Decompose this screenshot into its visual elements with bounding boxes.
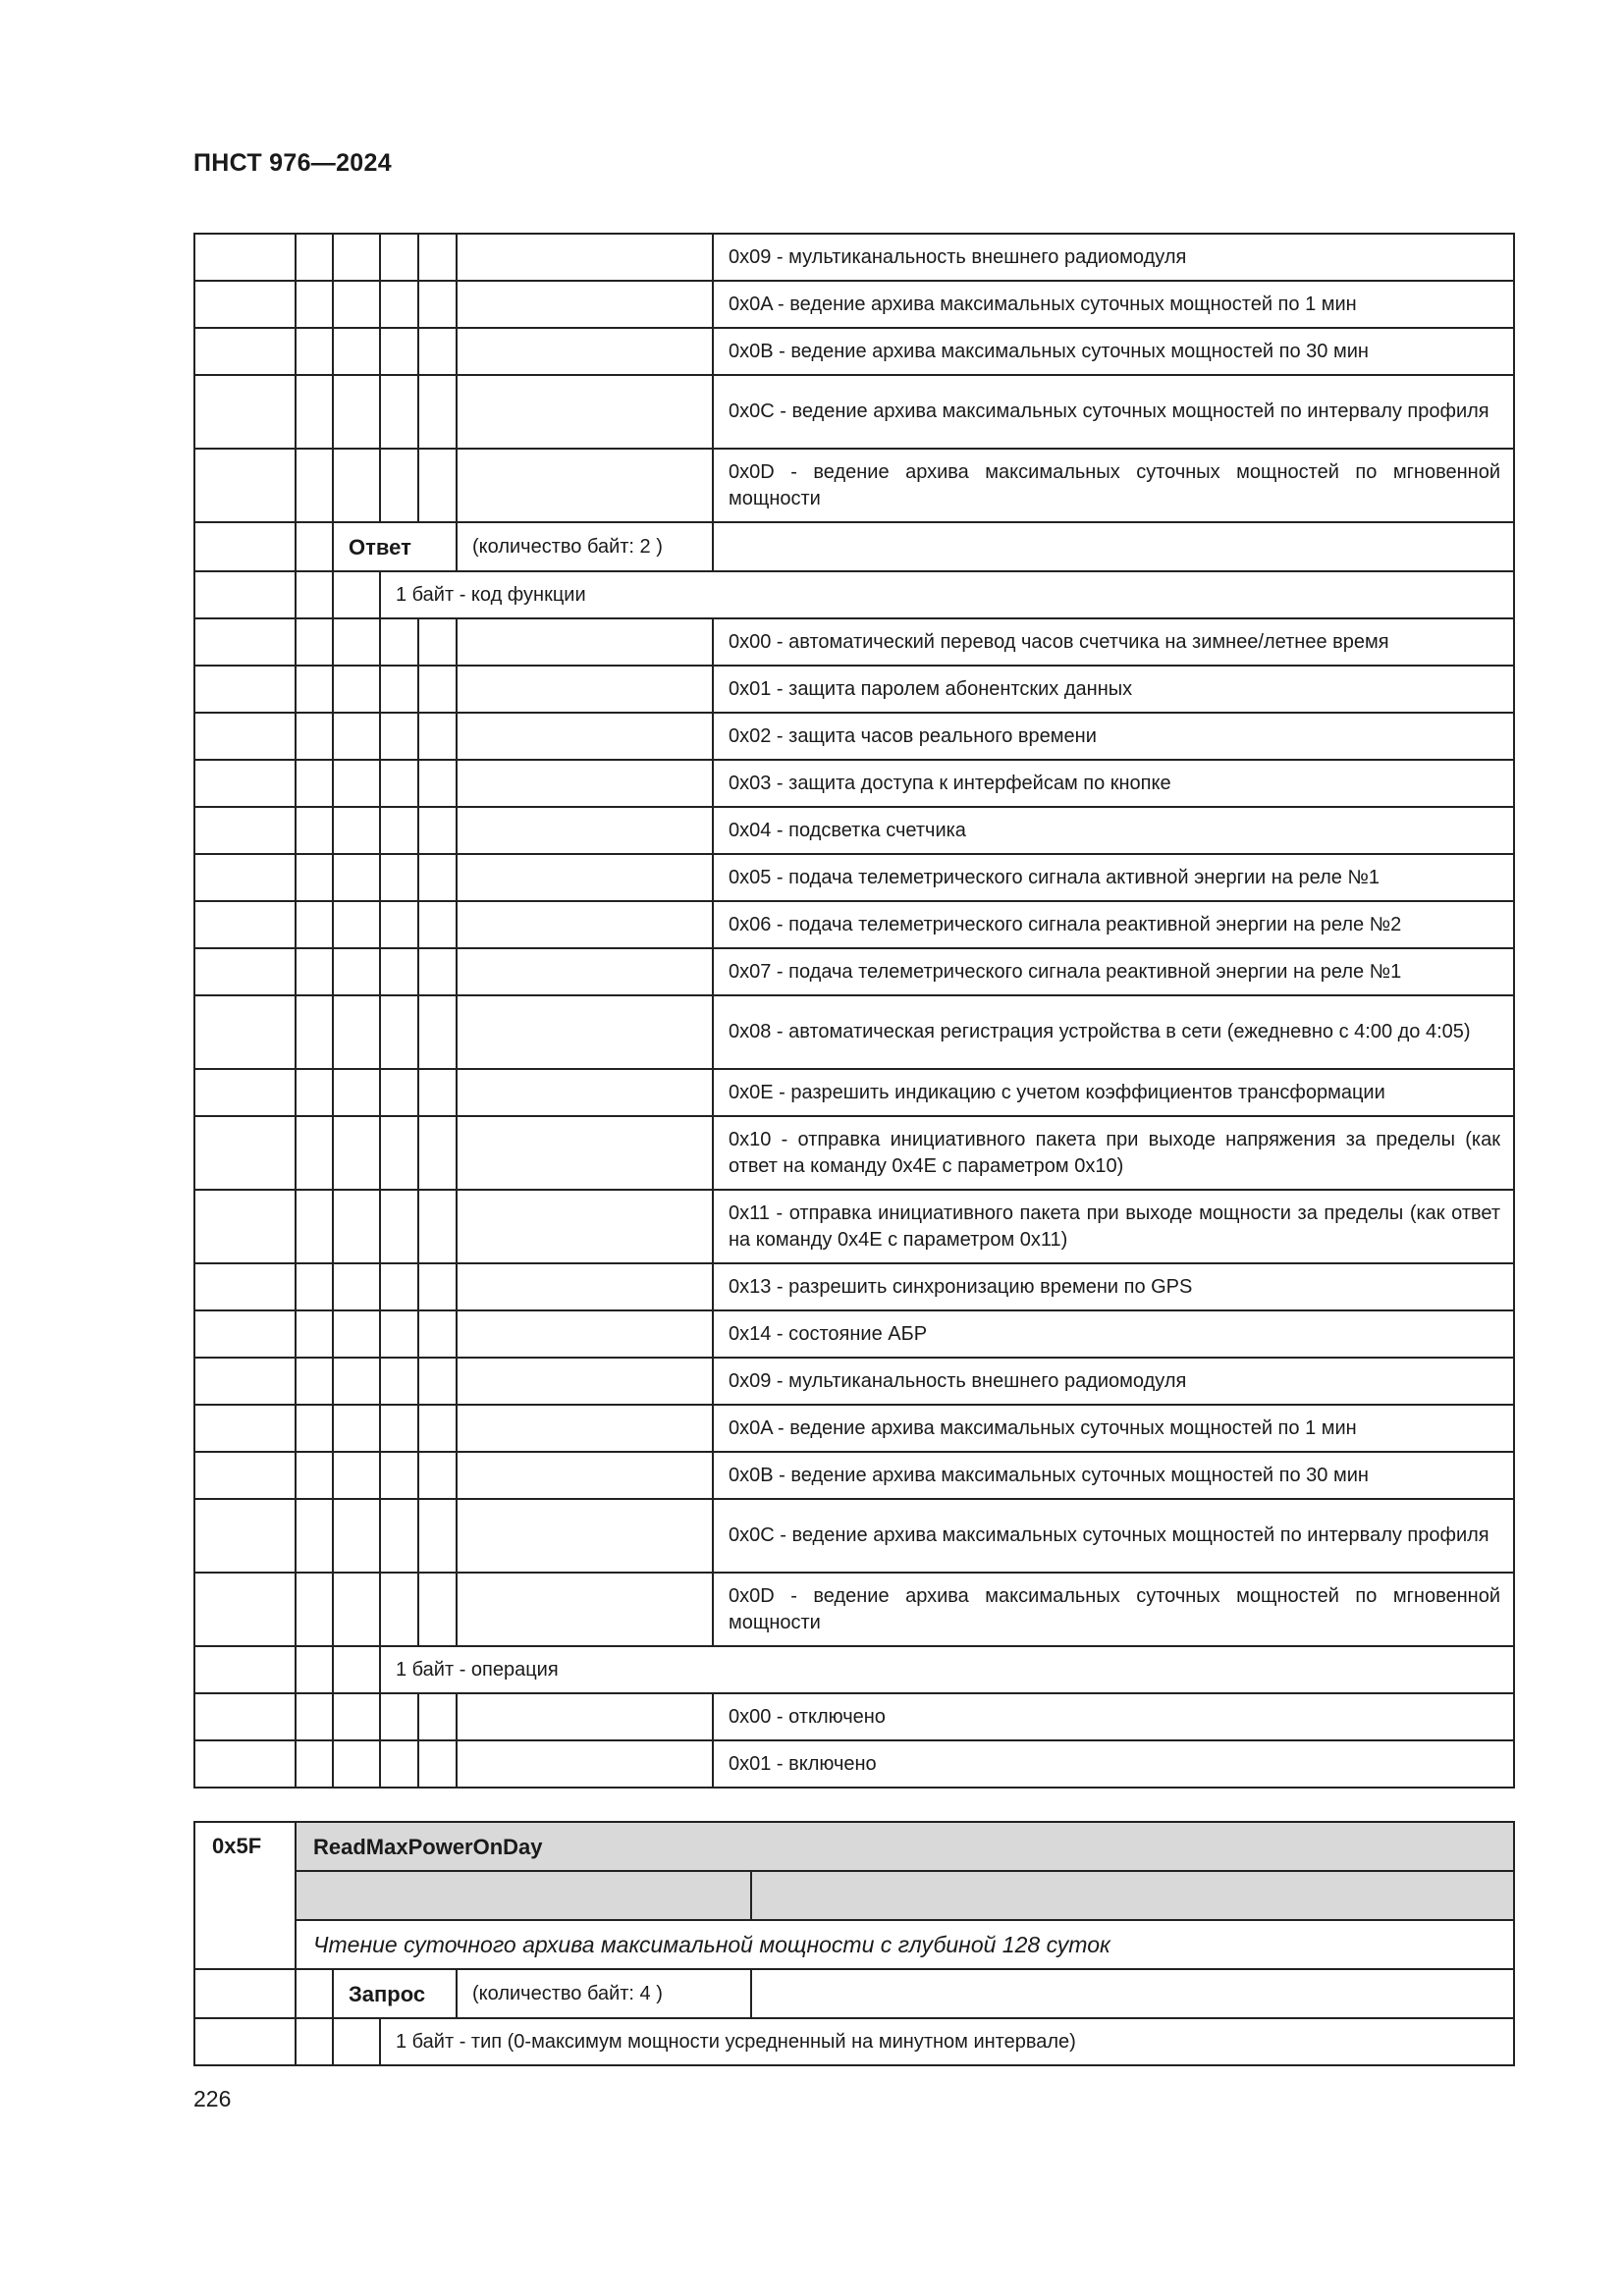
empty-cell <box>194 760 296 807</box>
response-byte-2: 1 байт - операция <box>380 1646 1514 1693</box>
table-row <box>194 234 1514 281</box>
empty-cell <box>296 1646 333 1693</box>
empty-cell <box>457 1116 713 1190</box>
empty-cell <box>333 618 380 666</box>
response-byte-count: (количество байт: 2 ) <box>457 522 713 571</box>
empty-cell <box>457 1740 713 1788</box>
table-row <box>194 1358 1514 1405</box>
table-row <box>194 1190 1514 1263</box>
table-row <box>194 281 1514 328</box>
table-row <box>194 571 1514 618</box>
empty-cell <box>380 1358 418 1405</box>
empty-cell <box>457 1452 713 1499</box>
table-row <box>194 948 1514 995</box>
table-row <box>194 1405 1514 1452</box>
table-row <box>194 522 1514 571</box>
empty-cell <box>380 618 418 666</box>
empty-cell <box>380 713 418 760</box>
empty-cell <box>296 1069 333 1116</box>
empty-cell <box>418 618 457 666</box>
empty-cell <box>418 1358 457 1405</box>
empty-cell <box>418 854 457 901</box>
empty-cell <box>296 666 333 713</box>
value-description: 0x09 - мультиканальность внешнего радиомодуля <box>713 1358 1514 1405</box>
empty-cell <box>296 1116 333 1190</box>
empty-cell <box>457 1069 713 1116</box>
empty-cell <box>333 854 380 901</box>
empty-cell <box>296 760 333 807</box>
empty-cell <box>418 713 457 760</box>
empty-cell <box>194 854 296 901</box>
table-row <box>194 1499 1514 1573</box>
empty-cell <box>333 2018 380 2065</box>
value-description: 0x13 - разрешить синхронизацию времени по GPS <box>713 1263 1514 1310</box>
empty-cell <box>194 1358 296 1405</box>
empty-cell <box>380 807 418 854</box>
empty-cell <box>333 1452 380 1499</box>
empty-cell <box>194 1740 296 1788</box>
empty-cell <box>380 234 418 281</box>
empty-cell <box>194 1573 296 1646</box>
empty-cell <box>457 234 713 281</box>
empty-cell <box>296 1190 333 1263</box>
empty-cell <box>418 281 457 328</box>
empty-cell <box>457 901 713 948</box>
table-body <box>194 234 1514 1788</box>
empty-cell <box>296 1310 333 1358</box>
empty-cell <box>194 1693 296 1740</box>
empty-cell <box>296 1405 333 1452</box>
empty-cell <box>194 666 296 713</box>
empty-cell <box>194 1116 296 1190</box>
empty-cell <box>380 854 418 901</box>
empty-cell <box>457 854 713 901</box>
empty-cell <box>380 666 418 713</box>
value-description: 0x00 - автоматический перевод часов счетчика на зимнее/летнее время <box>713 618 1514 666</box>
table-row <box>194 807 1514 854</box>
empty-cell <box>296 901 333 948</box>
empty-cell <box>457 1310 713 1358</box>
value-description: 0x05 - подача телеметрического сигнала активной энергии на реле №1 <box>713 854 1514 901</box>
empty-cell <box>418 328 457 375</box>
value-description: 0x02 - защита часов реального времени <box>713 713 1514 760</box>
table-row <box>194 1452 1514 1499</box>
empty-cell <box>418 1069 457 1116</box>
empty-cell <box>296 281 333 328</box>
table-row <box>194 449 1514 522</box>
empty-cell <box>380 281 418 328</box>
empty-cell <box>194 281 296 328</box>
empty-cell <box>194 1310 296 1358</box>
value-description: 0x04 - подсветка счетчика <box>713 807 1514 854</box>
value-description: 0x06 - подача телеметрического сигнала реактивной энергии на реле №2 <box>713 901 1514 948</box>
empty-cell <box>296 995 333 1069</box>
empty-cell <box>194 901 296 948</box>
empty-cell <box>333 1693 380 1740</box>
response-label: Ответ <box>333 522 457 571</box>
empty-cell <box>380 1116 418 1190</box>
empty-cell <box>457 1405 713 1452</box>
table-row <box>194 328 1514 375</box>
empty-cell <box>194 618 296 666</box>
empty-cell <box>194 328 296 375</box>
empty-cell <box>457 1263 713 1310</box>
empty-cell <box>296 1871 751 1920</box>
page-number: 226 <box>193 2086 232 2111</box>
empty-cell <box>418 1693 457 1740</box>
empty-cell <box>457 1573 713 1646</box>
empty-cell <box>380 995 418 1069</box>
empty-cell <box>418 1452 457 1499</box>
empty-cell <box>333 666 380 713</box>
empty-cell <box>333 1499 380 1573</box>
empty-cell <box>194 1969 296 2018</box>
empty-cell <box>380 328 418 375</box>
empty-cell <box>457 1499 713 1573</box>
empty-cell <box>380 1499 418 1573</box>
table-row <box>194 713 1514 760</box>
empty-cell <box>194 522 296 571</box>
empty-cell <box>418 948 457 995</box>
empty-cell <box>457 449 713 522</box>
empty-cell <box>296 1263 333 1310</box>
empty-cell <box>457 948 713 995</box>
empty-cell <box>457 375 713 449</box>
value-description: 0x10 - отправка инициативного пакета при выходе напряжения за пределы (как ответ на команду 0x4E с параметром 0x10) <box>713 1116 1514 1190</box>
empty-cell <box>296 807 333 854</box>
table-row <box>194 995 1514 1069</box>
value-description: 0x0D - ведение архива максимальных суточных мощностей по мгновенной мощности <box>713 1573 1514 1646</box>
empty-cell <box>418 1310 457 1358</box>
empty-cell <box>418 995 457 1069</box>
table-row <box>194 1069 1514 1116</box>
empty-cell <box>333 375 380 449</box>
empty-cell <box>457 995 713 1069</box>
empty-cell <box>380 760 418 807</box>
table-row <box>194 854 1514 901</box>
empty-cell <box>457 1358 713 1405</box>
empty-cell <box>457 618 713 666</box>
empty-cell <box>380 901 418 948</box>
empty-cell <box>333 760 380 807</box>
value-description: 0x0B - ведение архива максимальных суточных мощностей по 30 мин <box>713 1452 1514 1499</box>
empty-cell <box>194 449 296 522</box>
empty-cell <box>457 807 713 854</box>
empty-cell <box>296 1452 333 1499</box>
empty-cell <box>333 1405 380 1452</box>
empty-cell <box>194 1190 296 1263</box>
command-code: 0x5F <box>194 1822 296 1969</box>
empty-cell <box>194 1263 296 1310</box>
empty-cell <box>418 1573 457 1646</box>
table-row <box>194 618 1514 666</box>
empty-cell <box>333 713 380 760</box>
empty-cell <box>194 1646 296 1693</box>
empty-cell <box>296 571 333 618</box>
command-name: ReadMaxPowerOnDay <box>296 1822 1514 1871</box>
table-row <box>194 901 1514 948</box>
table-row <box>194 1740 1514 1788</box>
empty-cell <box>380 1263 418 1310</box>
empty-cell <box>457 713 713 760</box>
empty-cell <box>194 1452 296 1499</box>
empty-cell <box>418 1405 457 1452</box>
empty-cell <box>380 1573 418 1646</box>
empty-cell <box>296 449 333 522</box>
empty-cell <box>333 901 380 948</box>
empty-cell <box>333 449 380 522</box>
table-row <box>194 1646 1514 1693</box>
empty-cell <box>296 854 333 901</box>
empty-cell <box>333 1190 380 1263</box>
empty-cell <box>194 1405 296 1452</box>
empty-cell <box>194 2018 296 2065</box>
response-byte-1: 1 байт - код функции <box>380 571 1514 618</box>
empty-cell <box>296 234 333 281</box>
empty-cell <box>194 713 296 760</box>
empty-cell <box>333 948 380 995</box>
empty-cell <box>333 1573 380 1646</box>
empty-cell <box>418 375 457 449</box>
empty-cell <box>333 1116 380 1190</box>
empty-cell <box>333 571 380 618</box>
empty-cell <box>296 1740 333 1788</box>
empty-cell <box>194 234 296 281</box>
empty-cell <box>333 1358 380 1405</box>
empty-cell <box>296 1693 333 1740</box>
empty-cell <box>194 571 296 618</box>
empty-cell <box>296 948 333 995</box>
request-label: Запрос <box>333 1969 457 2018</box>
empty-cell <box>194 1069 296 1116</box>
table-row <box>194 1263 1514 1310</box>
empty-cell <box>457 760 713 807</box>
table-row <box>194 760 1514 807</box>
empty-cell <box>296 713 333 760</box>
empty-cell <box>333 328 380 375</box>
table-row <box>194 1116 1514 1190</box>
value-description: 0x08 - автоматическая регистрация устройства в сети (ежедневно с 4:00 до 4:05) <box>713 995 1514 1069</box>
value-description: 0x01 - включено <box>713 1740 1514 1788</box>
empty-cell <box>713 522 1514 571</box>
empty-cell <box>296 1573 333 1646</box>
command-table <box>193 1821 1515 2066</box>
empty-cell <box>333 1310 380 1358</box>
empty-cell <box>333 1646 380 1693</box>
empty-cell <box>418 234 457 281</box>
value-description: 0x0B - ведение архива максимальных суточных мощностей по 30 мин <box>713 328 1514 375</box>
request-byte-1: 1 байт - тип (0-максимум мощности усредненный на минутном интервале) <box>380 2018 1514 2065</box>
empty-cell <box>333 995 380 1069</box>
value-description: 0x14 - состояние АБР <box>713 1310 1514 1358</box>
empty-cell <box>380 948 418 995</box>
empty-cell <box>194 807 296 854</box>
value-description: 0x01 - защита паролем абонентских данных <box>713 666 1514 713</box>
command-description: Чтение суточного архива максимальной мощности с глубиной 128 суток <box>296 1920 1514 1969</box>
empty-cell <box>418 1263 457 1310</box>
empty-cell <box>380 1740 418 1788</box>
empty-cell <box>380 375 418 449</box>
empty-cell <box>380 1069 418 1116</box>
value-description: 0x09 - мультиканальность внешнего радиомодуля <box>713 234 1514 281</box>
empty-cell <box>296 618 333 666</box>
value-description: 0x0D - ведение архива максимальных суточных мощностей по мгновенной мощности <box>713 449 1514 522</box>
empty-cell <box>194 1499 296 1573</box>
empty-cell <box>457 1190 713 1263</box>
empty-cell <box>751 1969 1514 2018</box>
empty-cell <box>380 1190 418 1263</box>
empty-cell <box>194 375 296 449</box>
empty-cell <box>333 281 380 328</box>
empty-cell <box>296 1969 333 2018</box>
empty-cell <box>418 1116 457 1190</box>
table-row <box>194 1693 1514 1740</box>
empty-cell <box>751 1871 1514 1920</box>
empty-cell <box>418 807 457 854</box>
empty-cell <box>418 760 457 807</box>
empty-cell <box>457 328 713 375</box>
document-code: ПНСТ 976—2024 <box>193 149 392 177</box>
empty-cell <box>457 1693 713 1740</box>
empty-cell <box>418 901 457 948</box>
table-row <box>194 1310 1514 1358</box>
empty-cell <box>333 1740 380 1788</box>
value-description: 0x0E - разрешить индикацию с учетом коэффициентов трансформации <box>713 1069 1514 1116</box>
empty-cell <box>333 807 380 854</box>
empty-cell <box>418 1740 457 1788</box>
value-description: 0x0C - ведение архива максимальных суточных мощностей по интервалу профиля <box>713 1499 1514 1573</box>
empty-cell <box>296 1499 333 1573</box>
value-description: 0x0C - ведение архива максимальных суточных мощностей по интервалу профиля <box>713 375 1514 449</box>
empty-cell <box>333 1263 380 1310</box>
empty-cell <box>380 1405 418 1452</box>
bitfield-table <box>193 233 1515 1789</box>
table-row <box>194 375 1514 449</box>
value-description: 0x0A - ведение архива максимальных суточных мощностей по 1 мин <box>713 281 1514 328</box>
empty-cell <box>296 375 333 449</box>
empty-cell <box>194 995 296 1069</box>
empty-cell <box>418 666 457 713</box>
value-description: 0x11 - отправка инициативного пакета при выходе мощности за пределы (как ответ на команду 0x4E с параметром 0x11) <box>713 1190 1514 1263</box>
empty-cell <box>418 1190 457 1263</box>
empty-cell <box>333 1069 380 1116</box>
empty-cell <box>380 1452 418 1499</box>
empty-cell <box>296 522 333 571</box>
table-row <box>194 666 1514 713</box>
empty-cell <box>296 1358 333 1405</box>
empty-cell <box>418 1499 457 1573</box>
table-row <box>194 1573 1514 1646</box>
empty-cell <box>333 234 380 281</box>
request-byte-count: (количество байт: 4 ) <box>457 1969 751 2018</box>
value-description: 0x0A - ведение архива максимальных суточных мощностей по 1 мин <box>713 1405 1514 1452</box>
empty-cell <box>418 449 457 522</box>
value-description: 0x07 - подача телеметрического сигнала реактивной энергии на реле №1 <box>713 948 1514 995</box>
empty-cell <box>457 281 713 328</box>
empty-cell <box>380 1310 418 1358</box>
empty-cell <box>380 1693 418 1740</box>
empty-cell <box>296 328 333 375</box>
value-description: 0x00 - отключено <box>713 1693 1514 1740</box>
empty-cell <box>380 449 418 522</box>
empty-cell <box>296 2018 333 2065</box>
empty-cell <box>457 666 713 713</box>
value-description: 0x03 - защита доступа к интерфейсам по кнопке <box>713 760 1514 807</box>
empty-cell <box>194 948 296 995</box>
